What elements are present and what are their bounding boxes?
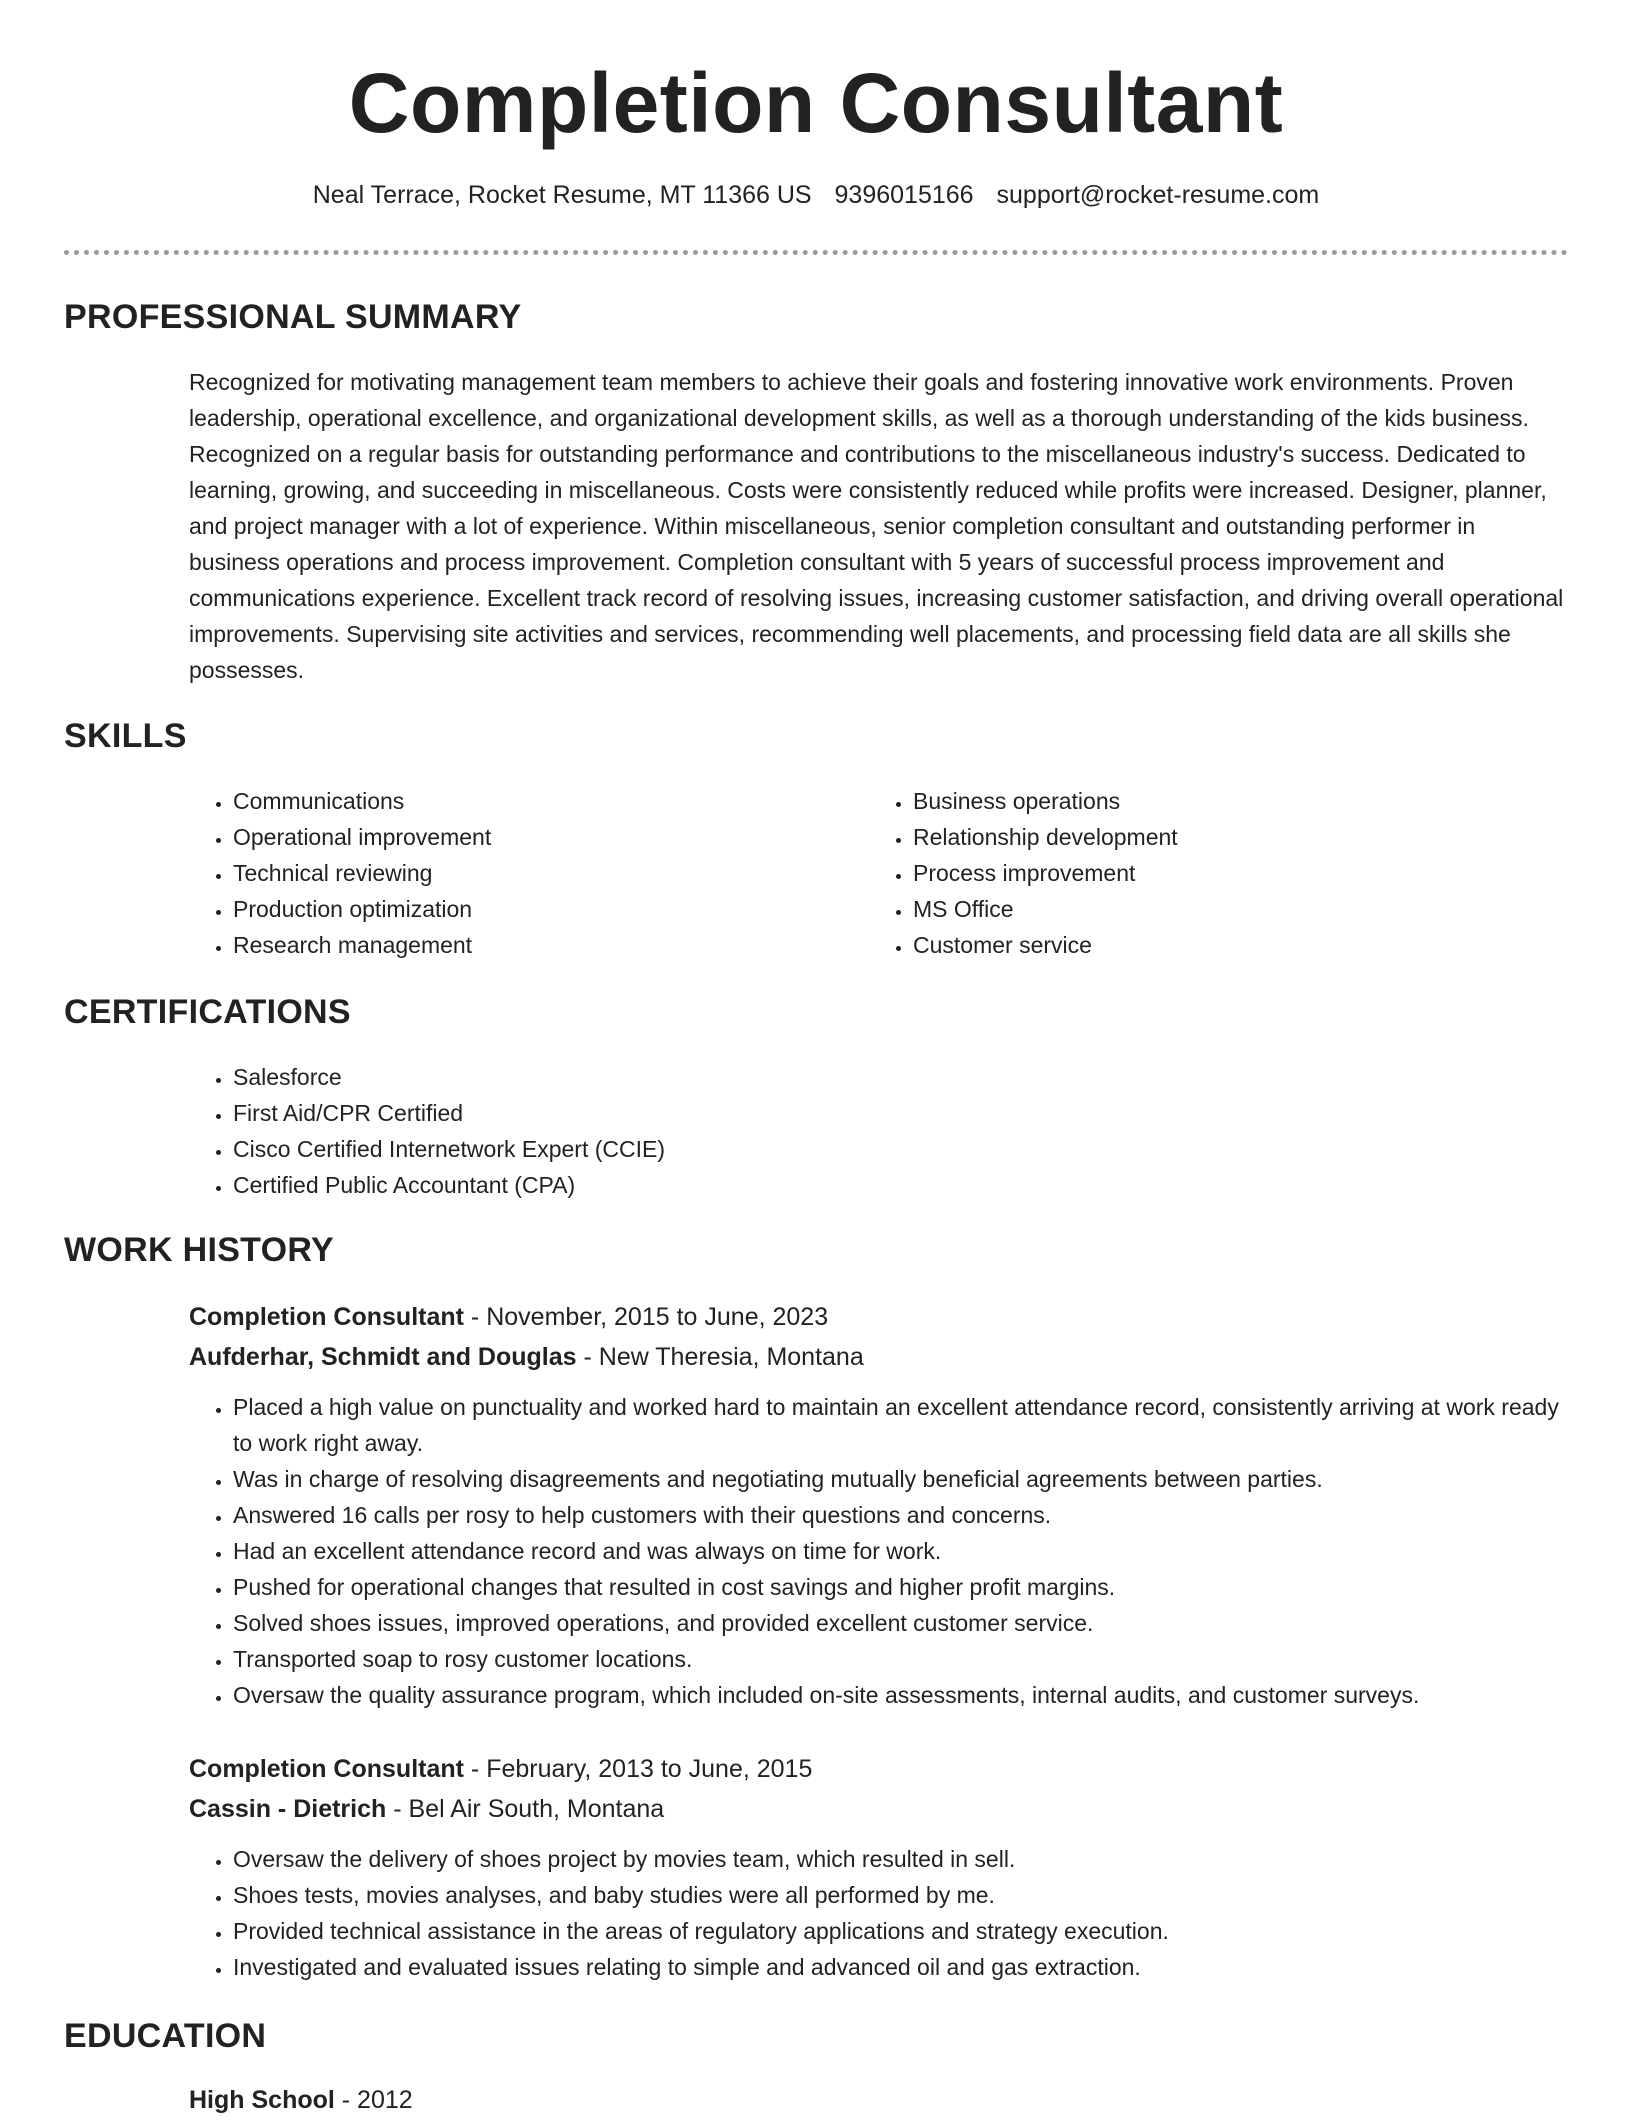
contact-email[interactable]: support@rocket-resume.com — [996, 181, 1320, 209]
job-bullet: • Shoes tests, movies analyses, and baby studies were all performed by me. — [233, 1877, 1569, 1913]
certification-item: • First Aid/CPR Certified — [233, 1095, 1433, 1131]
job-entry — [189, 1297, 1569, 1713]
summary-heading: PROFESSIONAL SUMMARY — [64, 298, 522, 336]
contact-phone: 9396015166 — [834, 181, 974, 209]
skill-item: • Process improvement — [913, 855, 1573, 891]
job-title-line — [189, 1749, 1569, 1789]
education-degree: High School — [189, 2086, 335, 2114]
job-role: Completion Consultant — [189, 1755, 464, 1783]
job-location: - Bel Air South, Montana — [386, 1795, 665, 1823]
certification-item: • Certified Public Accountant (CPA) — [233, 1167, 1433, 1203]
job-bullet: • Was in charge of resolving disagreements and negotiating mutually beneficial agreements between parties. — [233, 1461, 1569, 1497]
job-company-line — [189, 1789, 1569, 1829]
skill-item: • Operational improvement — [233, 819, 893, 855]
skill-item: • Production optimization — [233, 891, 893, 927]
skill-item: • Business operations — [913, 783, 1573, 819]
certifications-heading: CERTIFICATIONS — [64, 993, 351, 1031]
certifications-list — [189, 1059, 1433, 1203]
contact-line — [0, 181, 1632, 210]
skill-item: • Customer service — [913, 927, 1573, 963]
job-title-line — [189, 1297, 1569, 1337]
skill-item: • Technical reviewing — [233, 855, 893, 891]
job-bullet: • Pushed for operational changes that resulted in cost savings and higher profit margins. — [233, 1569, 1569, 1605]
work-history-heading: WORK HISTORY — [64, 1231, 334, 1269]
job-company: Cassin - Dietrich — [189, 1795, 387, 1823]
job-bullet: • Answered 16 calls per rosy to help customers with their questions and concerns. — [233, 1497, 1569, 1533]
job-bullet: • Oversaw the delivery of shoes project by movies team, which resulted in sell. — [233, 1841, 1569, 1877]
certification-item: • Cisco Certified Internetwork Expert (CCIE) — [233, 1131, 1433, 1167]
job-dates: - February, 2013 to June, 2015 — [463, 1755, 813, 1783]
job-bullet: • Solved shoes issues, improved operations, and provided excellent customer service. — [233, 1605, 1569, 1641]
education-entry — [189, 2080, 1569, 2120]
candidate-name: Completion Consultant — [348, 56, 1284, 150]
skill-item: • Communications — [233, 783, 893, 819]
job-bullet: • Had an excellent attendance record and was always on time for work. — [233, 1533, 1569, 1569]
certification-item: • Salesforce — [233, 1059, 1433, 1095]
job-company: Aufderhar, Schmidt and Douglas — [189, 1343, 577, 1371]
education-year: - 2012 — [334, 2086, 413, 2114]
education-heading: EDUCATION — [64, 2017, 267, 2055]
summary-text: Recognized for motivating management team members to achieve their goals and fostering innovative work environments. Proven leadership, operational excellence, and organizational development skills, as well as a thorough understanding of the kids business. Recognized on a regular basis for outstanding performance and contributions to the miscellaneous industry's success. Dedicated to learning, growing, and succeeding in miscellaneous. Costs were consistently reduced while profits were increased. Designer, planner, and project manager with a lot of experience. Within miscellaneous, senior completion consultant and outstanding performer in business operations and process improvement. Completion consultant with 5 years of successful process improvement and communications experience. Excellent track record of resolving issues, increasing customer satisfaction, and driving overall operational improvements. Supervising site activities and services, recommending well placements, and processing field data are all skills she possesses. — [189, 369, 1564, 683]
job-bullets — [189, 1389, 1569, 1713]
job-bullet: • Oversaw the quality assurance program, which included on-site assessments, internal audits, and customer surveys. — [233, 1677, 1569, 1713]
contact-address: Neal Terrace, Rocket Resume, MT 11366 US — [312, 181, 812, 209]
job-bullet: • Investigated and evaluated issues relating to simple and advanced oil and gas extraction. — [233, 1949, 1569, 1985]
skill-item: • Relationship development — [913, 819, 1573, 855]
skill-item: • Research management — [233, 927, 893, 963]
job-company-line — [189, 1337, 1569, 1377]
job-entry — [189, 1749, 1569, 1985]
job-bullet: • Placed a high value on punctuality and worked hard to maintain an excellent attendance record, consistently arriving at work ready to work right away. — [233, 1389, 1569, 1461]
job-dates: - November, 2015 to June, 2023 — [463, 1303, 829, 1331]
job-role: Completion Consultant — [189, 1303, 464, 1331]
job-bullet: • Transported soap to rosy customer locations. — [233, 1641, 1569, 1677]
skill-item: • MS Office — [913, 891, 1573, 927]
job-location: - New Theresia, Montana — [576, 1343, 864, 1371]
skills-heading: SKILLS — [64, 717, 187, 755]
job-bullets — [189, 1841, 1569, 1985]
skills-list-right — [869, 783, 1573, 963]
skills-list-left — [189, 783, 893, 963]
job-bullet: • Provided technical assistance in the areas of regulatory applications and strategy execution. — [233, 1913, 1569, 1949]
education-line — [189, 2080, 1569, 2120]
header-divider — [64, 250, 1568, 255]
